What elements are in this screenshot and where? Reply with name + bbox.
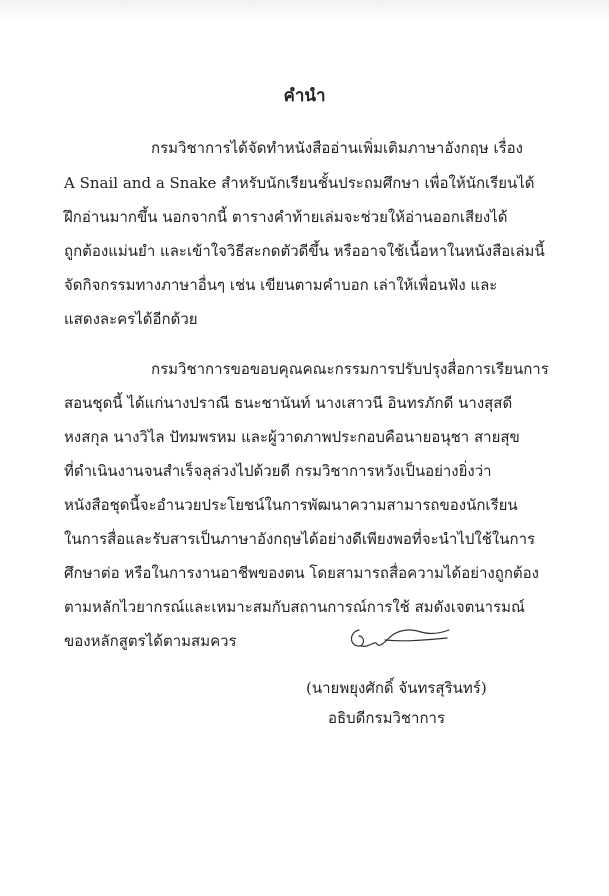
paragraph-line: ที่ดำเนินงานจนสำเร็จลุล่วงไปด้วยดี กรมวิชาการหวังเป็นอย่างยิ่งว่า: [64, 462, 492, 480]
paragraph-line: ตามหลักไวยากรณ์และเหมาะสมกับสถานการณ์การใช้ สมดังเจตนารมณ์: [64, 598, 525, 616]
paragraph-line: กรมวิชาการขอขอบคุณคณะกรรมการปรับปรุงสื่อการเรียนการ: [151, 360, 549, 378]
paragraph-line: A Snail and a Snake สำหรับนักเรียนชั้นประถมศึกษา เพื่อให้นักเรียนได้: [64, 174, 535, 192]
paragraph-line: ของหลักสูตรได้ตามสมควร: [64, 632, 237, 650]
paragraph-line: สอนชุดนี้ ได้แก่นางปราณี ธนะชานันท์ นางเสาวนี อินทรภักดี นางสุสดี: [64, 394, 513, 412]
paragraph-line: แสดงละครได้อีกด้วย: [64, 310, 198, 328]
paragraph-line: กรมวิชาการได้จัดทำหนังสืออ่านเพิ่มเติมภาษาอังกฤษ เรื่อง: [151, 139, 524, 157]
paragraph-line: ถูกต้องแม่นยำ และเข้าใจวิธีสะกดตัวดีขึ้น หรืออาจใช้เนื้อหาในหนังสือเล่มนี้: [64, 242, 545, 260]
paragraph-line: หงสกุล นางวิไล ปัทมพรหม และผู้วาดภาพประกอบคือนายอนุชา สายสุข: [64, 428, 520, 446]
signatory-name: (นายพยุงศักดิ์ จันทรสุรินทร์): [306, 679, 487, 697]
paragraph-line: ฝึกอ่านมากขึ้น นอกจากนี้ ตารางคำท้ายเล่มจะช่วยให้อ่านออกเสียงได้: [64, 208, 508, 226]
paragraph-line: จัดกิจกรรมทางภาษาอื่นๆ เช่น เขียนตามคำบอก เล่าให้เพื่อนฟัง และ: [64, 276, 498, 294]
scan-edge-shadow: [0, 0, 609, 22]
signatory-position: อธิบดีกรมวิชาการ: [328, 709, 446, 727]
paragraph-line: ศึกษาต่อ หรือในการงานอาชีพของตน โดยสามารถสื่อความได้อย่างถูกต้อง: [64, 564, 539, 582]
page-title: คำนำ: [283, 86, 326, 106]
paragraph-line: หนังสือชุดนี้จะอำนวยประโยชน์ในการพัฒนาความสามารถของนักเรียน: [64, 496, 518, 514]
handwritten-signature: [345, 620, 455, 656]
paragraph-line: ในการสื่อและรับสารเป็นภาษาอังกฤษได้อย่างดีเพียงพอที่จะนำไปใช้ในการ: [64, 530, 536, 548]
